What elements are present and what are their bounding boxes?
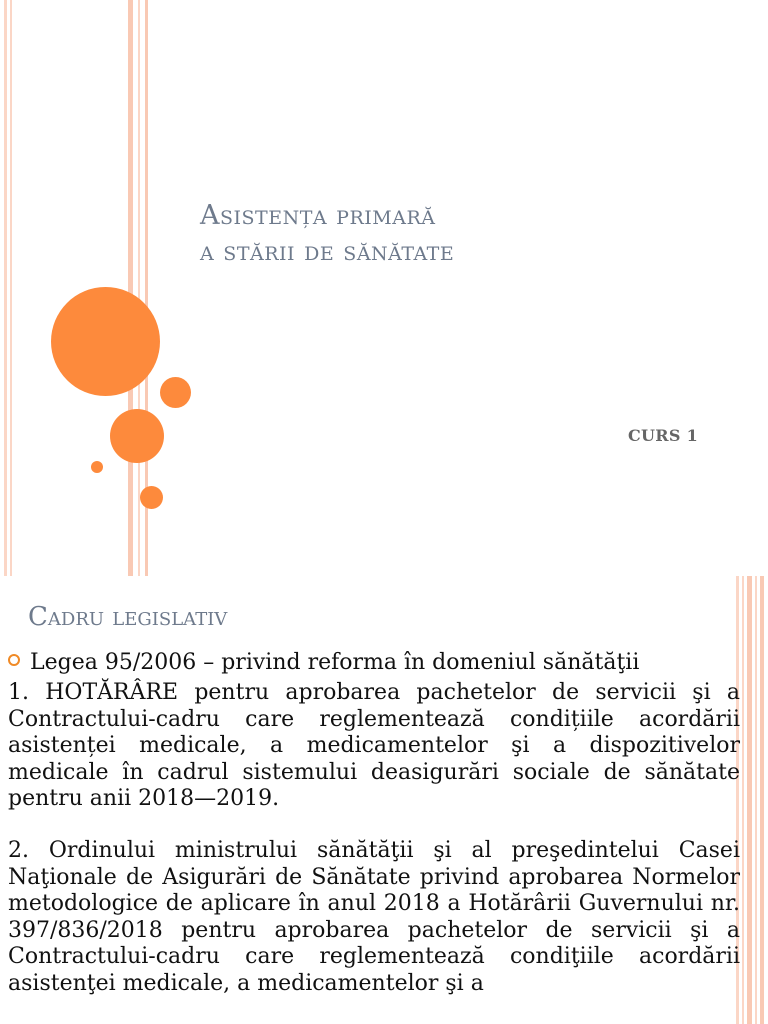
decor-circle-medium [110,409,164,463]
decor-circle-large [51,287,160,396]
title-line-2: a stării de sănătate [200,236,455,267]
bullet-text: Legea 95/2006 – privind reforma în domeniul sănătăţii [30,650,640,675]
decor-stripe [138,0,140,576]
content-slide [0,576,768,1024]
decor-stripe [10,0,12,576]
decor-circle-tiny [91,461,103,473]
decor-stripe [760,576,764,1024]
decor-circle-small [160,377,191,408]
decor-circle-small [140,486,163,509]
title-line-1: Asistența primară [200,200,436,231]
bullet-circle-icon [8,654,20,666]
decor-stripe [128,0,133,576]
decor-stripe [755,576,757,1024]
slide-title: Cadru legislativ [28,602,228,632]
slide-title [200,198,454,270]
bullet-item [8,650,738,676]
decor-stripe [742,576,744,1024]
decor-stripe [4,0,7,576]
paragraph-2: 2. Ordinului ministrului sănătăţii şi al preşedintelui Casei Naţionale de Asigurări de Sănătate privind aprobarea Normelor metodologice de aplicare în anul 2018 a Hotărârii Guvernului nr. 397/836/2018 pentru aprobarea pachetelor de servicii şi a Contractului-cadru care reglementează condiţiile acordării asistenţei medicale, a medicamentelor şi a [8,838,740,996]
paragraph-1: 1. HOTĂRÂRE pentru aprobarea pachetelor de servicii şi a Contractului-cadru care reglementează condițiile acordării asistenței medicale, a medicamentelor şi a dispozitivelor medicale în cadrul sistemului deasigurări sociale de sănătate pentru anii 2018—2019. [8,680,740,811]
slide-subtitle: CURS 1 [628,426,699,445]
decor-stripe [747,576,752,1024]
